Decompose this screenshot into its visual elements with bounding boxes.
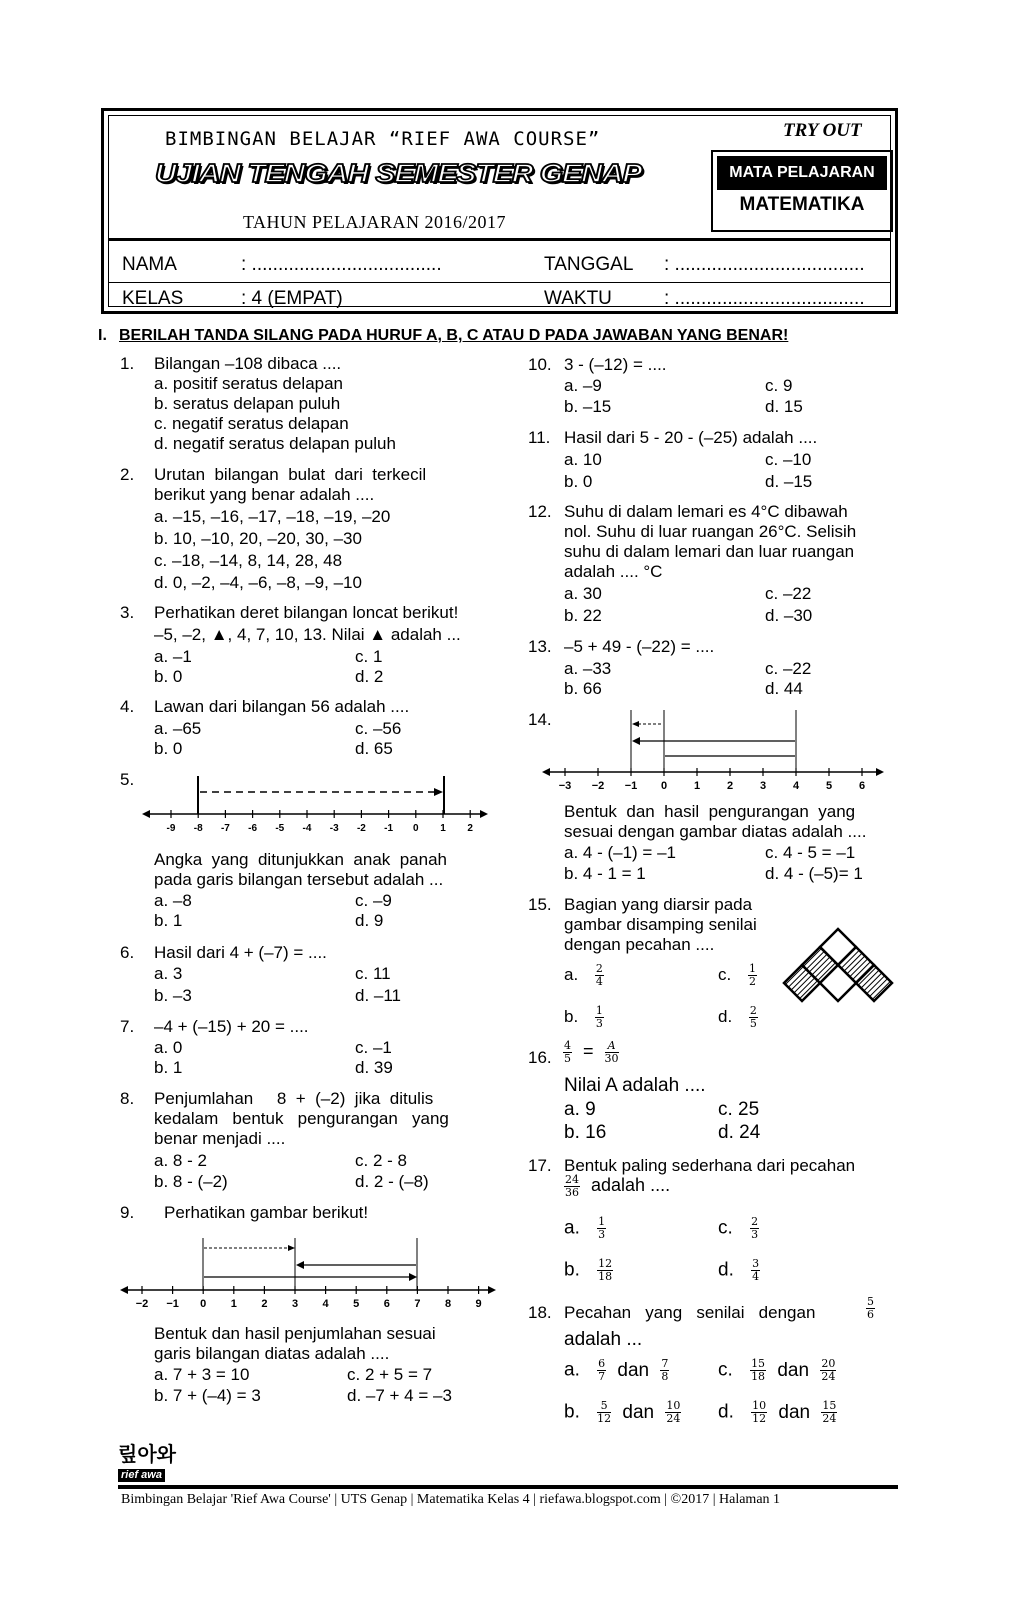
denominator: 24 [821, 1370, 836, 1383]
tanggal-field[interactable]: : .................................... [664, 254, 865, 275]
q6-text: Hasil dari 4 + (–7) = .... [154, 943, 327, 962]
q17-text-1: Bentuk paling sederhana dari pecahan [564, 1156, 856, 1175]
numerator: 20 [821, 1357, 836, 1370]
denominator: 4 [595, 975, 603, 988]
page-footer: Bimbingan Belajar 'Rief Awa Course' | UTS Genap | Matematika Kelas 4 | riefawa.blogspot.com | ©2017 | Halaman 1 [121, 1492, 781, 1507]
tick-label: 0 [200, 1298, 207, 1310]
tick-label: 5 [353, 1298, 360, 1310]
q1-text: Bilangan –108 dibaca .... [154, 354, 342, 373]
subject-value: MATEMATIKA [739, 194, 865, 215]
waktu-field[interactable]: : .................................... [664, 288, 865, 309]
q10-option-c[interactable]: c. 9 [765, 376, 793, 395]
q17-number: 17. [528, 1156, 552, 1175]
tick-label: 1 [230, 1298, 237, 1310]
denominator: 18 [598, 1270, 613, 1283]
tick-label: 9 [475, 1298, 482, 1310]
q17-option-c-letter: c. [718, 1217, 733, 1239]
tick-label: 7 [414, 1298, 421, 1310]
q9-option-c[interactable]: c. 2 + 5 = 7 [347, 1365, 433, 1384]
q2-option-c[interactable]: c. –18, –14, 8, 14, 28, 48 [154, 551, 343, 570]
tick-label: −2 [591, 780, 605, 792]
q15-option-d[interactable] [718, 1005, 758, 1030]
q2-number: 2. [120, 465, 135, 484]
tick-label: -7 [220, 823, 230, 834]
q14-number: 14. [528, 710, 552, 729]
q12-option-c[interactable]: c. –22 [765, 584, 812, 603]
q10-option-d[interactable]: d. 15 [765, 397, 803, 416]
q17-option-d-letter: d. [718, 1259, 734, 1281]
q8-option-c[interactable]: c. 2 - 8 [355, 1151, 407, 1170]
q4-option-b[interactable]: b. 0 [154, 739, 183, 758]
tick-label: -5 [275, 823, 285, 834]
denominator: 3 [751, 1228, 759, 1241]
q6-option-c[interactable]: c. 11 [355, 964, 391, 983]
denominator: 24 [822, 1412, 837, 1425]
q11-number: 11. [528, 428, 551, 447]
denominator: 24 [666, 1412, 681, 1425]
tick-label: 8 [444, 1298, 452, 1310]
numerator: 24 [565, 1173, 579, 1186]
tick-label: 4 [322, 1298, 329, 1310]
q5-option-c[interactable]: c. –9 [355, 891, 392, 910]
q17-adalah: adalah .... [591, 1175, 671, 1196]
q14-text-2: sesuai dengan gambar diatas adalah .... [564, 822, 867, 841]
q12-text-4: adalah .... °C [564, 562, 663, 581]
tick-label: 3 [759, 780, 767, 792]
q1-option-d[interactable]: d. negatif seratus delapan puluh [154, 434, 396, 453]
numerator: 15 [822, 1399, 837, 1412]
tick-label: -4 [302, 823, 312, 834]
q18-option-d-fraction-1 [751, 1400, 767, 1425]
q15-option-d-letter: d. [718, 1006, 733, 1026]
q9-text-1: Bentuk dan hasil penjumlahan sesuai [154, 1324, 436, 1343]
q16-text: Nilai A adalah .... [564, 1075, 706, 1096]
q17-option-c-fraction [750, 1216, 759, 1241]
q14-text-1: Bentuk dan hasil pengurangan yang [564, 802, 856, 821]
q13-number: 13. [528, 637, 552, 656]
q3-option-d[interactable]: d. 2 [355, 667, 384, 686]
q18-number: 18. [528, 1303, 552, 1322]
q6-option-b[interactable]: b. –3 [154, 986, 192, 1005]
q17-fraction [564, 1174, 580, 1199]
numerator: 7 [661, 1357, 669, 1370]
q9-text-2: garis bilangan diatas adalah .... [154, 1344, 390, 1363]
q18-option-b-fraction-2 [665, 1400, 681, 1425]
q18-option-a-fraction-2 [660, 1358, 669, 1383]
q17-option-d[interactable] [718, 1258, 760, 1283]
q17-option-a[interactable] [564, 1216, 606, 1241]
q16-fraction-left [563, 1040, 572, 1065]
q15-option-d-fraction [749, 1005, 758, 1030]
numerator: 4 [564, 1039, 571, 1052]
denominator: 6 [867, 1308, 874, 1321]
q8-option-a[interactable]: a. 8 - 2 [154, 1151, 207, 1170]
q16-equation [563, 1040, 619, 1065]
numerator: 10 [666, 1399, 681, 1412]
nama-field[interactable]: : .................................... [241, 254, 442, 275]
q18-option-c-fraction-1 [750, 1358, 766, 1383]
q1-option-b[interactable]: b. seratus delapan puluh [154, 394, 341, 413]
q18-option-c[interactable] [718, 1358, 836, 1383]
q1-option-a[interactable]: a. positif seratus delapan [154, 374, 344, 393]
numerator: 5 [597, 1400, 611, 1413]
q17-option-b-fraction [597, 1258, 613, 1283]
q5-text-2: pada garis bilangan tersebut adalah ... [154, 870, 444, 889]
q17-option-b[interactable] [564, 1258, 613, 1283]
q14-option-a[interactable]: a. 4 - (–1) = –1 [564, 843, 676, 862]
q17-option-d-fraction [751, 1258, 760, 1283]
q18-option-d[interactable] [718, 1400, 837, 1425]
rief-awa-logo [118, 1443, 192, 1481]
q9-option-a[interactable]: a. 7 + 3 = 10 [154, 1365, 250, 1384]
q15-option-b-letter: b. [564, 1006, 579, 1026]
q8-text-2: kedalam bentuk pengurangan yang [154, 1109, 449, 1128]
logo-korean-text: 맆아와 [118, 1442, 176, 1466]
q18-option-b[interactable] [564, 1400, 681, 1425]
q8-option-d[interactable]: d. 2 - (–8) [355, 1172, 429, 1191]
header-row-divider [109, 282, 890, 283]
q14-option-c[interactable]: c. 4 - 5 = –1 [765, 843, 856, 862]
tick-label: 6 [383, 1298, 390, 1310]
q15-option-a-fraction [595, 963, 604, 988]
tick-label: 1 [440, 823, 446, 834]
tick-label: −1 [624, 780, 638, 792]
q12-option-d[interactable]: d. –30 [765, 606, 813, 625]
q9-text: Perhatikan gambar berikut! [164, 1203, 369, 1222]
q7-option-b[interactable]: b. 1 [154, 1058, 183, 1077]
tick-label: -8 [193, 823, 203, 834]
q5-text-1: Angka yang ditunjukkan anak panah [154, 850, 447, 869]
q15-option-a-letter: a. [564, 964, 579, 984]
q10-option-b[interactable]: b. –15 [564, 397, 612, 416]
q5-option-b[interactable]: b. 1 [154, 911, 183, 930]
q17-text-2 [564, 1174, 670, 1199]
q18-option-b-fraction-1 [597, 1400, 611, 1425]
numerator: 3 [752, 1257, 760, 1270]
q10-option-a[interactable]: a. –9 [564, 376, 602, 395]
q1-option-c[interactable]: c. negatif seratus delapan [154, 414, 349, 433]
tick-label: 1 [693, 780, 701, 792]
q6-number: 6. [120, 943, 135, 962]
q7-option-c[interactable]: c. –1 [355, 1038, 392, 1057]
tick-label: -3 [329, 823, 339, 834]
q15-text-1: Bagian yang diarsir pada [564, 895, 753, 914]
kelas-value: : 4 (EMPAT) [241, 288, 343, 309]
dan-word: dan [617, 1359, 650, 1381]
q3-option-a[interactable]: a. –1 [154, 647, 192, 666]
q16-option-d[interactable]: d. 24 [718, 1122, 761, 1143]
denominator: 18 [751, 1370, 766, 1383]
q5-option-a[interactable]: a. –8 [154, 891, 192, 910]
numerator: 1 [748, 962, 756, 975]
school-year: TAHUN PELAJARAN 2016/2017 [243, 212, 507, 232]
tick-label: 4 [792, 780, 800, 792]
q17-option-a-letter: a. [564, 1217, 580, 1239]
denominator: 7 [598, 1370, 606, 1383]
q18-option-a-letter: a. [564, 1359, 580, 1381]
q12-option-b[interactable]: b. 22 [564, 606, 602, 625]
tick-label: 2 [726, 780, 734, 792]
q9-option-b[interactable]: b. 7 + (–4) = 3 [154, 1386, 261, 1405]
q2-option-d[interactable]: d. 0, –2, –4, –6, –8, –9, –10 [154, 573, 362, 592]
q16-option-c[interactable]: c. 25 [718, 1099, 760, 1120]
tick-label: 2 [261, 1298, 268, 1310]
q5-option-d[interactable]: d. 9 [355, 911, 384, 930]
tick-label: -9 [166, 823, 176, 834]
header-divider [109, 238, 890, 241]
q8-number: 8. [120, 1089, 135, 1108]
q5-number-line [140, 768, 490, 838]
q15-option-b-fraction [595, 1005, 604, 1030]
q18-option-c-letter: c. [718, 1359, 733, 1381]
tick-label: −2 [135, 1298, 149, 1310]
q16-option-a[interactable]: a. 9 [564, 1099, 596, 1120]
q4-option-d[interactable]: d. 65 [355, 739, 393, 758]
denominator: 12 [752, 1412, 767, 1425]
q10-number: 10. [528, 355, 552, 374]
q12-number: 12. [528, 502, 552, 521]
q18-fraction [866, 1296, 875, 1321]
tanggal-label: TANGGAL [544, 254, 634, 275]
q2-option-b[interactable]: b. 10, –10, 20, –20, 30, –30 [154, 529, 362, 548]
q3-number: 3. [120, 603, 135, 622]
q18-text-2: adalah ... [564, 1329, 643, 1350]
tick-label: 2 [467, 823, 473, 834]
numerator: 15 [751, 1357, 766, 1370]
q15-number: 15. [528, 895, 552, 914]
q18-option-c-fraction-2 [820, 1358, 836, 1383]
numerator: 5 [867, 1295, 874, 1308]
q12-text-3: suhu di dalam lemari dan luar ruangan [564, 542, 855, 561]
q11-option-b[interactable]: b. 0 [564, 472, 593, 491]
q4-number: 4. [120, 697, 135, 716]
q15-option-a[interactable] [564, 963, 604, 988]
q9-option-d[interactable]: d. –7 + 4 = –3 [347, 1386, 452, 1405]
q8-text-3: benar menjadi .... [154, 1129, 286, 1148]
kelas-label: KELAS [122, 288, 184, 309]
q18-option-a-fraction-1 [597, 1358, 606, 1383]
q7-option-a[interactable]: a. 0 [154, 1038, 183, 1057]
header-inner-border [108, 115, 891, 307]
q15-option-b[interactable] [564, 1005, 604, 1030]
q13-option-a[interactable]: a. –33 [564, 659, 612, 678]
denominator: 2 [748, 975, 756, 988]
q13-option-c[interactable]: c. –22 [765, 659, 812, 678]
numerator: 2 [749, 1004, 757, 1017]
q13-option-b[interactable]: b. 66 [564, 679, 602, 698]
numerator: 6 [598, 1357, 606, 1370]
subject-label: MATA PELAJARAN [717, 156, 887, 190]
q2-text-1: Urutan bilangan bulat dari terkecil [154, 465, 427, 484]
q15-shaded-figure [782, 925, 894, 1003]
q18-option-d-fraction-2 [821, 1400, 837, 1425]
dan-word: dan [622, 1401, 655, 1423]
tick-label: -2 [356, 823, 366, 834]
logo-text: rief awa [118, 1469, 165, 1482]
q9-number: 9. [120, 1203, 135, 1222]
tick-label: -6 [248, 823, 258, 834]
q18-option-b-letter: b. [564, 1401, 580, 1423]
dan-word: dan [778, 1401, 811, 1423]
tick-label: 3 [291, 1298, 299, 1310]
denominator: 5 [564, 1052, 571, 1065]
q18-given-fraction [866, 1296, 875, 1321]
q12-text-1: Suhu di dalam lemari es 4°C dibawah [564, 502, 848, 521]
q18-text-1: Pecahan yang senilai dengan [564, 1303, 816, 1322]
tick-label: 0 [660, 780, 668, 792]
q3-text-1: Perhatikan deret bilangan loncat berikut! [154, 603, 459, 622]
q14-number-line [540, 706, 886, 798]
numerator: A [605, 1040, 619, 1053]
tick-label: −3 [558, 780, 572, 792]
tick-label: 5 [825, 780, 833, 792]
q6-option-a[interactable]: a. 3 [154, 964, 183, 983]
denominator: 30 [604, 1052, 619, 1065]
denominator: 3 [595, 1017, 603, 1030]
exam-title: UJIAN TENGAH SEMESTER GENAP [155, 160, 642, 189]
q8-text-1: Penjumlahan 8 + (–2) jika ditulis [154, 1089, 434, 1108]
q2-option-a[interactable]: a. –15, –16, –17, –18, –19, –20 [154, 507, 391, 526]
q4-option-c[interactable]: c. –56 [355, 719, 402, 738]
section-instruction: BERILAH TANDA SILANG PADA HURUF A, B, C ATAU D PADA JAWABAN YANG BENAR! [119, 327, 789, 344]
numerator: 10 [752, 1399, 767, 1412]
denominator: 8 [661, 1370, 669, 1383]
q10-text: 3 - (–12) = .... [564, 355, 667, 374]
q5-number: 5. [120, 770, 135, 789]
q11-text: Hasil dari 5 - 20 - (–25) adalah .... [564, 428, 818, 447]
exam-header [101, 108, 898, 314]
dan-word: dan [777, 1359, 810, 1381]
numerator: 1 [595, 1004, 603, 1017]
q1-number: 1. [120, 354, 135, 373]
q3-option-c[interactable]: c. 1 [355, 647, 383, 666]
q14-option-b[interactable]: b. 4 - 1 = 1 [564, 864, 646, 883]
q7-number: 7. [120, 1017, 135, 1036]
tryout-label: TRY OUT [783, 120, 862, 141]
tick-label: 0 [413, 823, 419, 834]
equals-sign: = [583, 1041, 594, 1062]
q16-fraction-right [605, 1040, 619, 1065]
q15-option-c-letter: c. [718, 964, 732, 984]
q4-text: Lawan dari bilangan 56 adalah .... [154, 697, 410, 716]
q12-option-a[interactable]: a. 30 [564, 584, 602, 603]
denominator: 12 [597, 1412, 612, 1425]
q18-option-d-letter: d. [718, 1401, 734, 1423]
q3-option-b[interactable]: b. 0 [154, 667, 183, 686]
q17-option-c[interactable] [718, 1216, 759, 1241]
q17-option-b-letter: b. [564, 1259, 580, 1281]
q2-text-2: berikut yang benar adalah .... [154, 485, 375, 504]
footer-rule [118, 1485, 898, 1489]
section-number: I. [98, 327, 107, 344]
tick-label: 6 [858, 780, 866, 792]
denominator: 5 [749, 1017, 757, 1030]
numerator: 12 [598, 1257, 613, 1270]
q4-option-a[interactable]: a. –65 [154, 719, 202, 738]
q12-text-2: nol. Suhu di luar ruangan 26°C. Selisih [564, 522, 857, 541]
q3-text-2: –5, –2, ▲, 4, 7, 10, 13. Nilai ▲ adalah ... [154, 625, 461, 644]
q14-option-d[interactable]: d. 4 - (–5)= 1 [765, 864, 863, 883]
numerator: 2 [595, 962, 603, 975]
course-name: BIMBINGAN BELAJAR “RIEF AWA COURSE” [165, 128, 601, 150]
q8-option-b[interactable]: b. 8 - (–2) [154, 1172, 228, 1191]
q17-option-a-fraction [597, 1216, 606, 1241]
q18-option-a[interactable] [564, 1358, 669, 1383]
q13-option-d[interactable]: d. 44 [765, 679, 803, 698]
numerator: 2 [751, 1215, 759, 1228]
q9-number-line [118, 1234, 498, 1312]
q11-option-a[interactable]: a. 10 [564, 450, 602, 469]
q11-option-d[interactable]: d. –15 [765, 472, 813, 491]
q7-text: –4 + (–15) + 20 = .... [154, 1017, 309, 1036]
q15-option-c-fraction [748, 963, 757, 988]
q11-option-c[interactable]: c. –10 [765, 450, 812, 469]
denominator: 3 [598, 1228, 606, 1241]
q16-number: 16. [528, 1048, 552, 1067]
q15-text-2: gambar disamping senilai [564, 915, 757, 934]
tick-label: −1 [166, 1298, 179, 1310]
q13-text: –5 + 49 - (–22) = .... [564, 637, 715, 656]
tick-label: -1 [384, 823, 394, 834]
q6-option-d[interactable]: d. –11 [355, 986, 402, 1005]
q16-option-b[interactable]: b. 16 [564, 1122, 607, 1143]
q15-text-3: dengan pecahan .... [564, 935, 715, 954]
subject-box [711, 150, 893, 232]
denominator: 36 [565, 1186, 579, 1199]
nama-label: NAMA [122, 254, 177, 275]
waktu-label: WAKTU [544, 288, 612, 309]
denominator: 4 [752, 1270, 760, 1283]
numerator: 1 [598, 1215, 606, 1228]
q15-option-c[interactable] [718, 963, 757, 988]
q7-option-d[interactable]: d. 39 [355, 1058, 393, 1077]
